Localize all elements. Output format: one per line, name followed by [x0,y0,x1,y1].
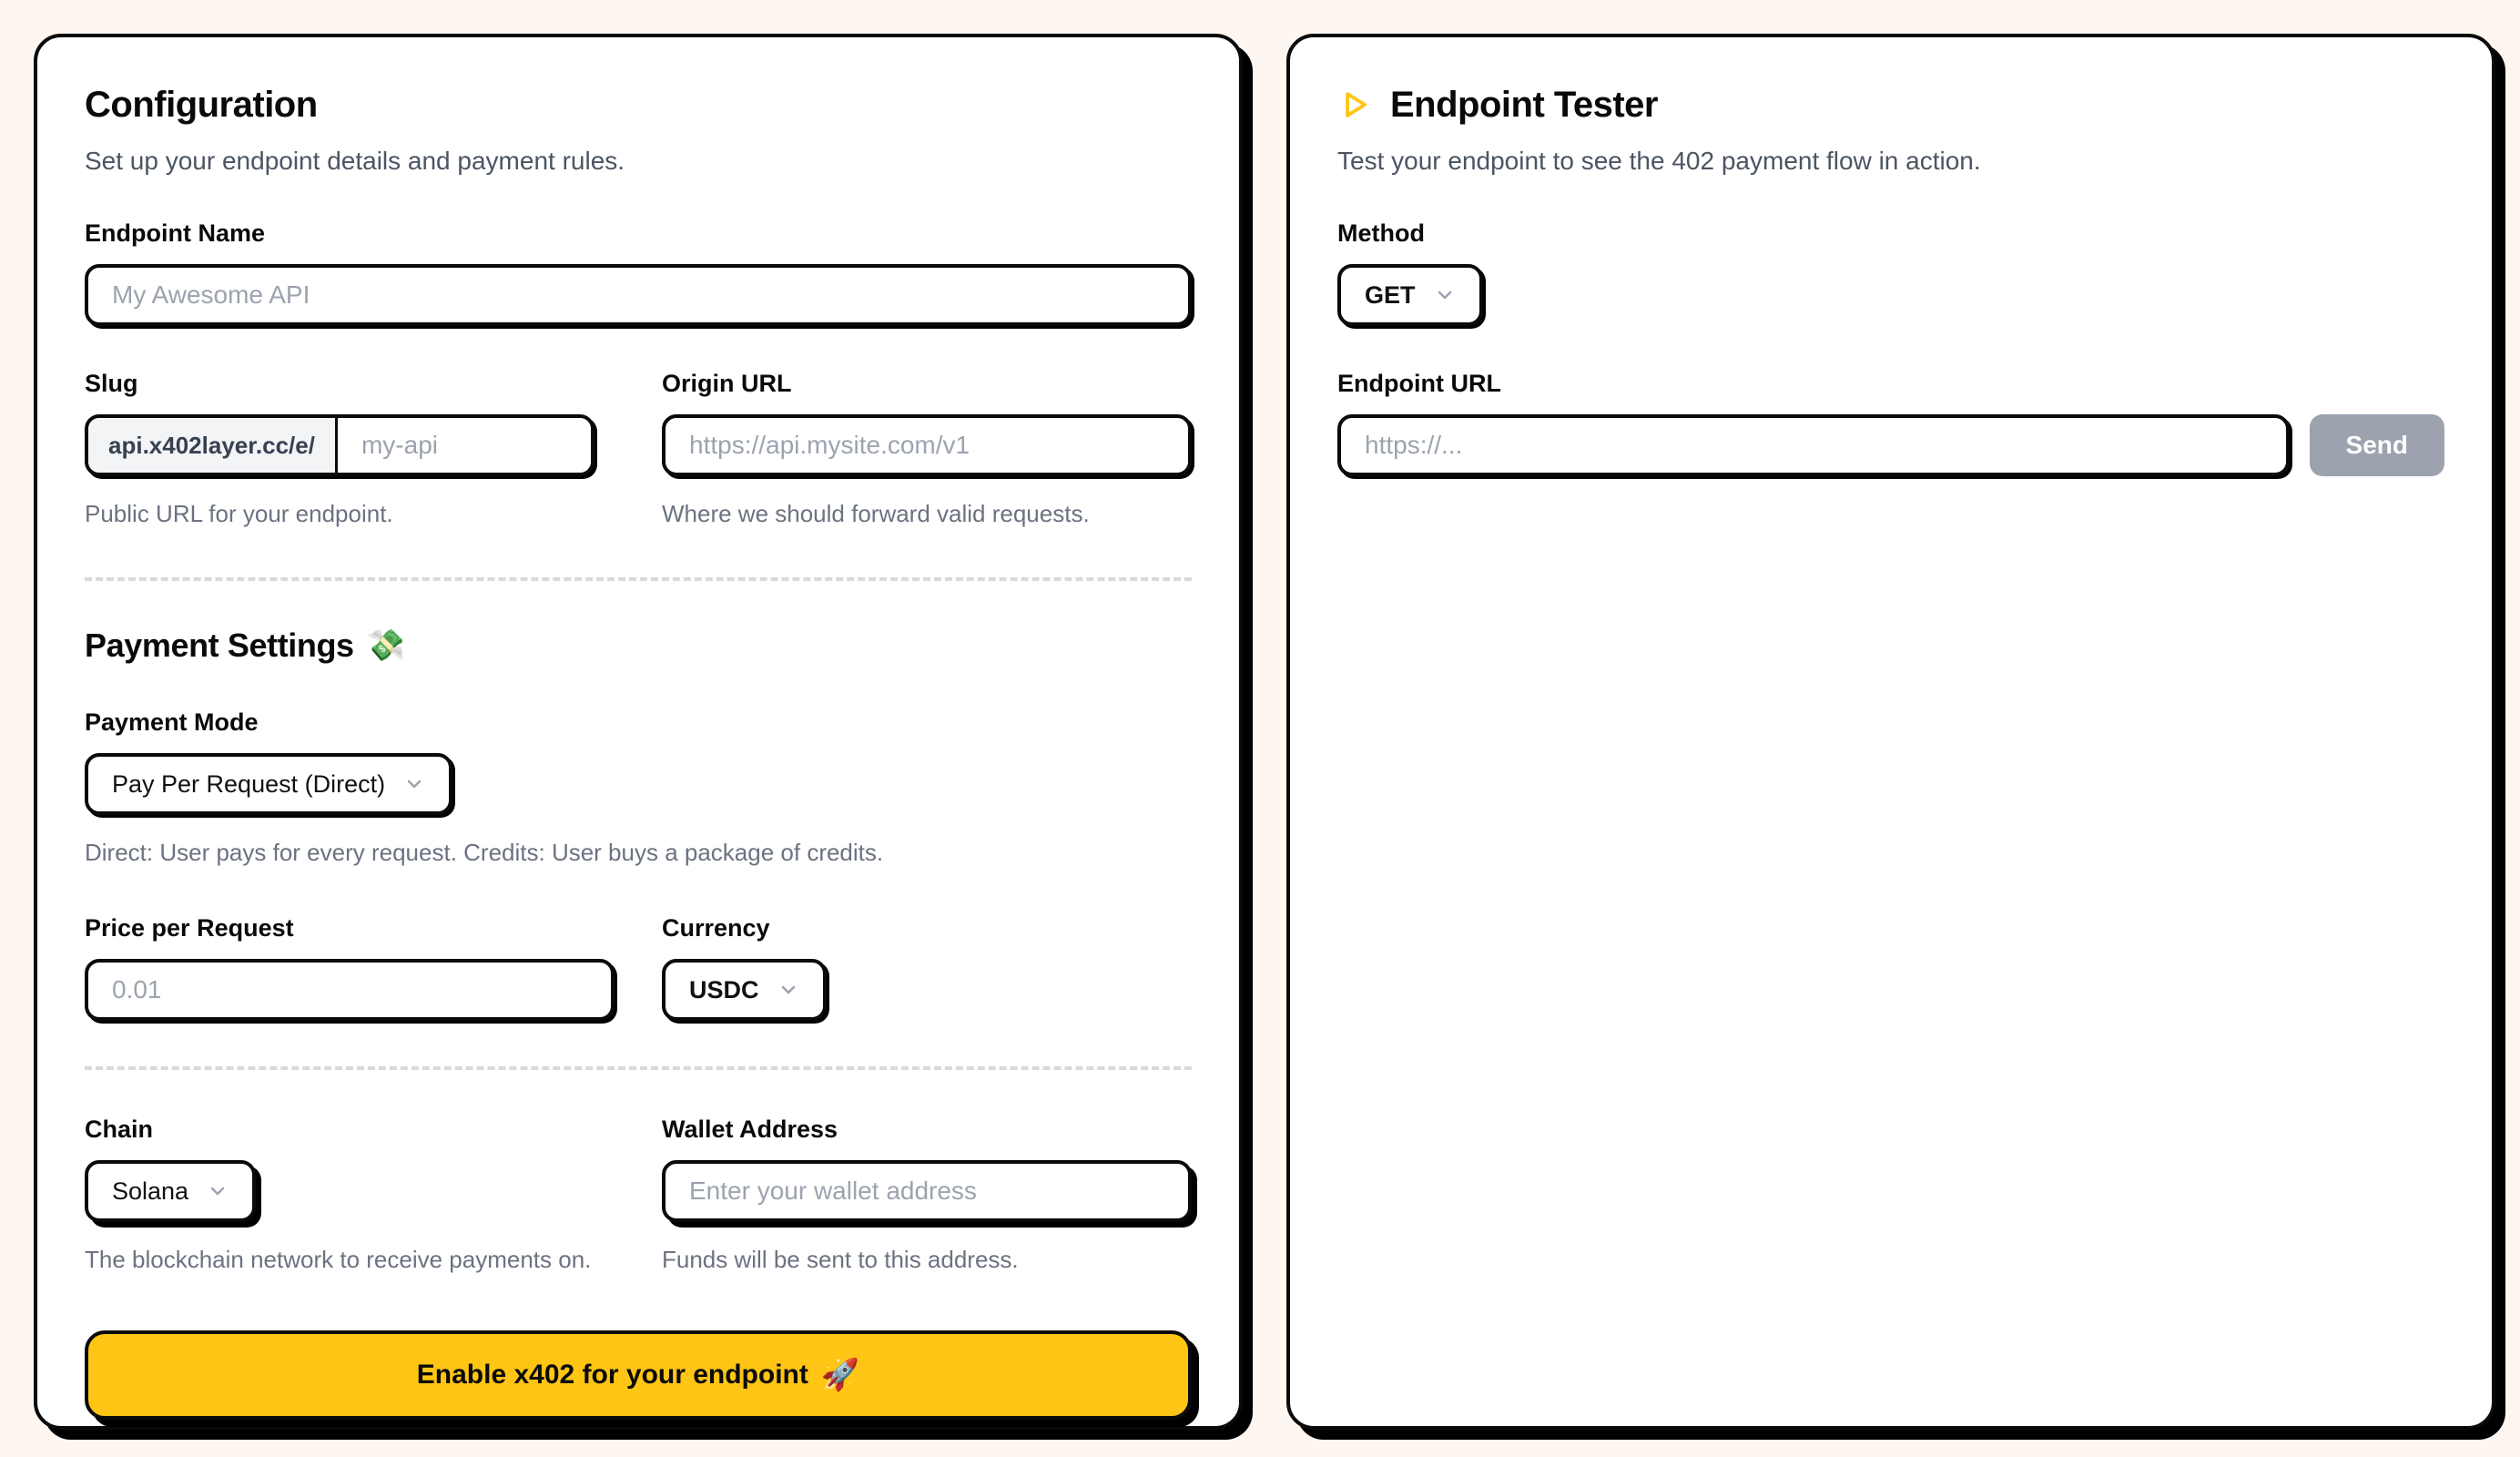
chain-help-text: The blockchain network to receive payments on. [85,1246,592,1273]
origin-url-field [662,370,1192,532]
enable-x402-button-label: Enable x402 for your endpoint [416,1360,808,1390]
chevron-down-icon [1434,284,1456,306]
price-field [85,914,615,1021]
origin-url-input[interactable] [662,414,1192,476]
method-select[interactable] [1337,264,1483,326]
chain-wallet-row [85,1116,1192,1278]
wallet-help-text: Funds will be sent to this address. [662,1246,1019,1273]
configuration-card [34,34,1243,1430]
endpoint-url-label: Endpoint URL [1337,370,1501,397]
chevron-down-icon [207,1180,229,1202]
currency-value: USDC [689,975,759,1004]
wallet-address-input[interactable] [662,1160,1192,1222]
send-button[interactable]: Send [2310,414,2444,476]
payment-settings-heading-text: Payment Settings [85,627,354,664]
payment-mode-label: Payment Mode [85,708,259,736]
currency-label: Currency [662,914,770,942]
chain-select[interactable] [85,1160,256,1222]
method-label: Method [1337,219,1425,247]
endpoint-name-label: Endpoint Name [85,219,266,247]
slug-label: Slug [85,370,138,397]
slug-input-group [85,414,594,476]
slug-origin-row [85,370,1192,532]
endpoint-url-row [1337,414,2444,476]
enable-x402-button[interactable] [85,1330,1192,1420]
chevron-down-icon [777,979,799,1001]
section-divider [85,577,1192,581]
section-divider [85,1066,1192,1070]
wallet-field [662,1116,1192,1278]
origin-url-label: Origin URL [662,370,792,397]
endpoint-tester-header [1337,85,2444,125]
endpoint-tester-card [1286,34,2495,1430]
endpoint-name-input[interactable] [85,264,1192,326]
payment-mode-field [85,708,1192,871]
payment-mode-help-text: Direct: User pays for every request. Credits: User buys a package of credits. [85,839,884,866]
chain-label: Chain [85,1116,154,1143]
play-icon [1337,87,1372,122]
endpoint-tester-title: Endpoint Tester [1390,85,1658,125]
endpoint-url-input[interactable] [1337,414,2290,476]
endpoint-url-field [1337,370,2444,476]
chain-field [85,1116,615,1278]
payment-mode-select[interactable] [85,753,452,815]
payment-settings-heading [85,627,1192,665]
payment-mode-value: Pay Per Request (Direct) [112,769,386,798]
origin-url-help-text: Where we should forward valid requests. [662,500,1090,527]
price-label: Price per Request [85,914,294,942]
price-input[interactable] [85,959,615,1021]
configuration-subtitle: Set up your endpoint details and payment rules. [85,147,625,175]
chevron-down-icon [403,773,425,795]
configuration-title: Configuration [85,85,318,125]
endpoint-tester-subtitle: Test your endpoint to see the 402 payment flow in action. [1337,147,1981,175]
wallet-label: Wallet Address [662,1116,838,1143]
money-with-wings-emoji-icon: 💸 [366,628,405,663]
slug-field [85,370,615,532]
chain-value: Solana [112,1177,189,1205]
currency-select[interactable] [662,959,827,1021]
slug-help-text: Public URL for your endpoint. [85,500,393,527]
method-field [1337,219,2444,326]
slug-prefix: api.x402layer.cc/e/ [88,418,338,473]
slug-input[interactable] [338,418,591,473]
rocket-emoji-icon: 🚀 [820,1358,860,1392]
price-currency-row [85,914,1192,1021]
method-value: GET [1365,280,1416,309]
endpoint-name-field [85,219,1192,326]
currency-field [662,914,1192,1021]
